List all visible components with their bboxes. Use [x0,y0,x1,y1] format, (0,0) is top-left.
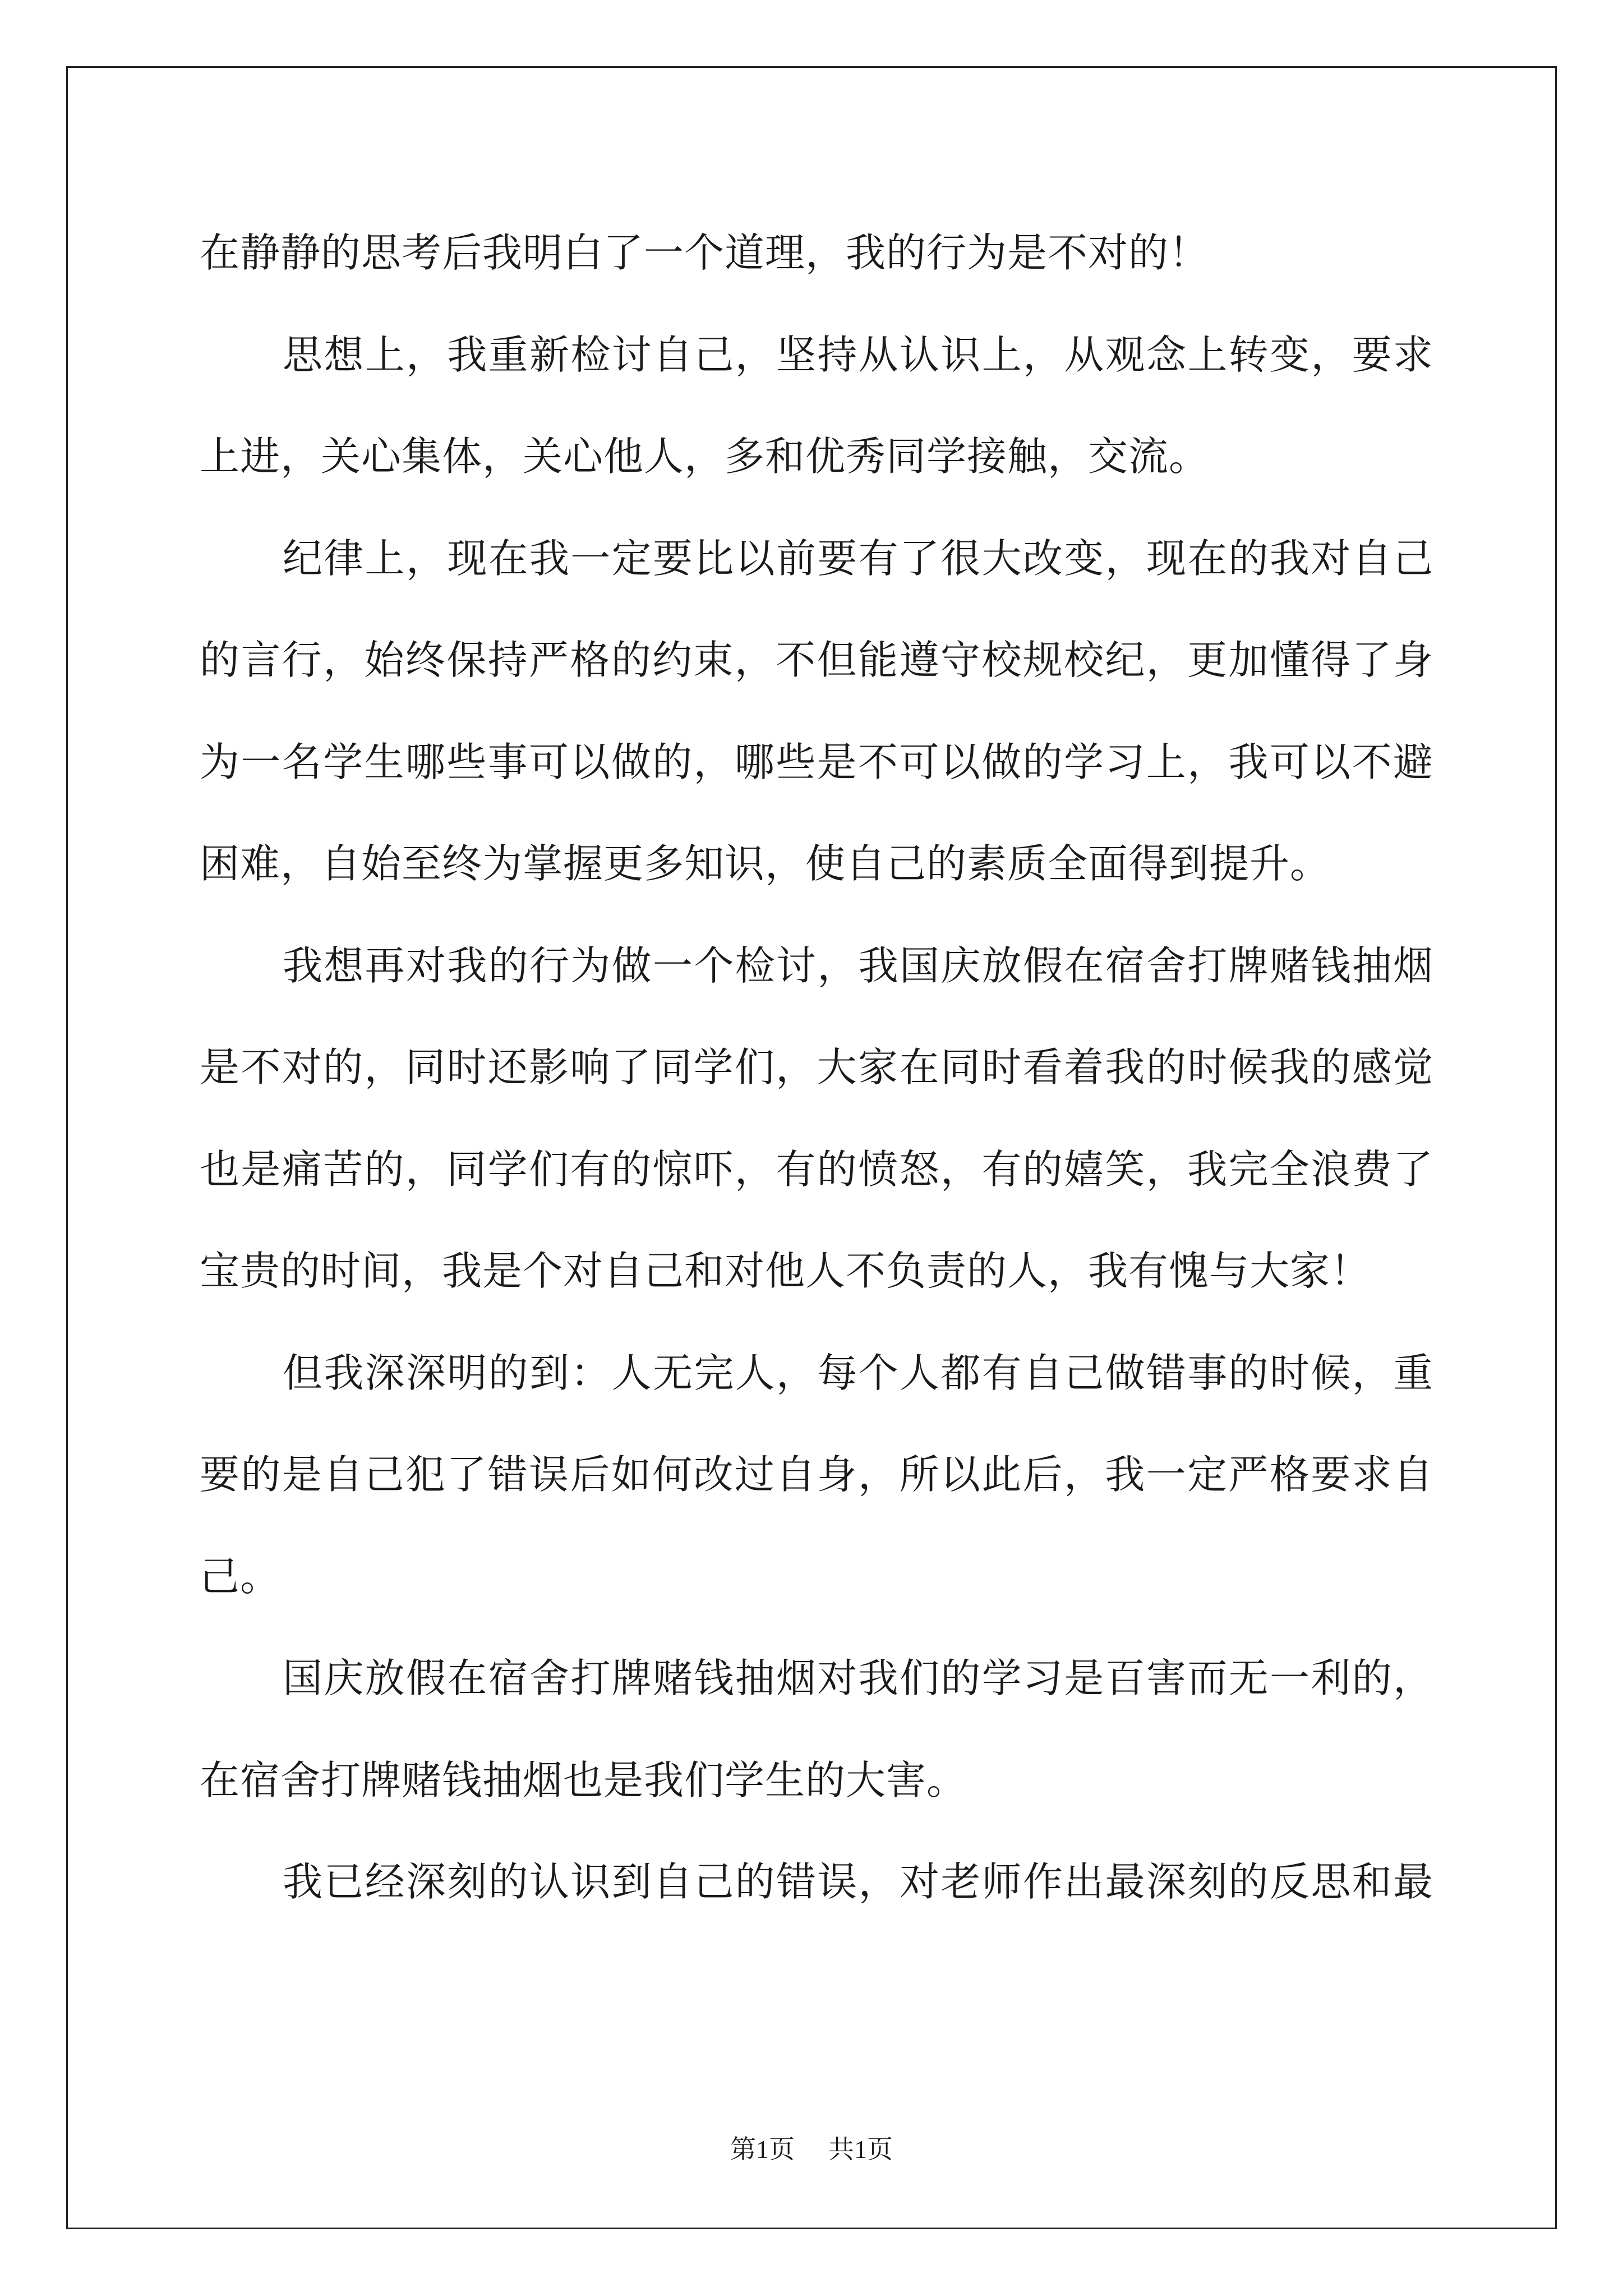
text-line: 在静静的思考后我明白了一个道理，我的行为是不对的！ [200,229,1210,276]
text-line: 国庆放假在宿舍打牌赌钱抽烟对我们的学习是百害而无一利的， [283,1655,1433,1701]
text-line: 纪律上，现在我一定要比以前要有了很大改变，现在的我对自己 [283,535,1433,582]
text-line: 的言行，始终保持严格的约束，不但能遵守校规校纪，更加懂得了身 [200,637,1433,683]
text-line: 在宿舍打牌赌钱抽烟也是我们学生的大害。 [200,1756,967,1803]
text-line: 上进，关心集体，关心他人，多和优秀同学接触，交流。 [200,433,1210,480]
text-line: 为一名学生哪些事可以做的，哪些是不可以做的学习上，我可以不避 [200,738,1433,785]
text-line: 我已经深刻的认识到自己的错误，对老师作出最深刻的反思和最 [283,1858,1433,1905]
document-body [200,202,1433,1933]
text-line: 但我深深明的到：人无完人，每个人都有自己做错事的时候，重 [283,1349,1433,1396]
text-line: 己。 [200,1553,281,1600]
text-line: 思想上，我重新检讨自己，坚持从认识上，从观念上转变，要求 [283,331,1433,378]
page-number: 第1页 [730,2135,795,2164]
text-line: 是不对的，同时还影响了同学们，大家在同时看着我的时候我的感觉 [200,1044,1433,1091]
text-line: 也是痛苦的，同学们有的惊吓，有的愤怒，有的嬉笑，我完全浪费了 [200,1145,1433,1193]
text-line: 要的是自己犯了错误后如何改过自身，所以此后，我一定严格要求自 [200,1451,1433,1498]
text-line: 困难，自始至终为掌握更多知识，使自己的素质全面得到提升。 [200,840,1331,887]
page-total: 共1页 [828,2135,893,2164]
page-footer [0,2129,1623,2166]
text-line: 宝贵的时间，我是个对自己和对他人不负责的人，我有愧与大家！ [200,1248,1371,1294]
text-line: 我想再对我的行为做一个检讨，我国庆放假在宿舍打牌赌钱抽烟 [283,942,1433,989]
